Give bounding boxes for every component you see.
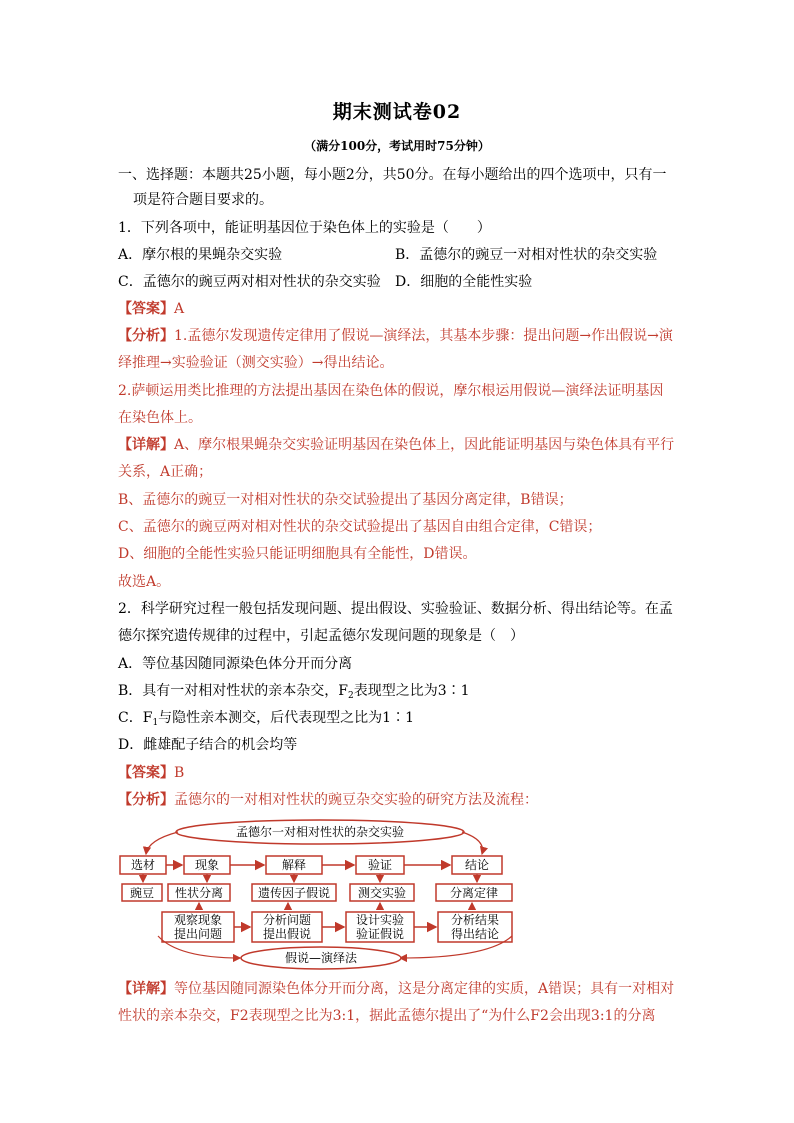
- q1-conclusion: 故选A。: [118, 574, 171, 590]
- row1-label-4: 结论: [464, 858, 490, 872]
- detail-text: A、摩尔根果蝇杂交实验证明基因在染色体上，因此能证明基因与染色体具有平行: [174, 437, 675, 453]
- q1-detail-1b: 关系，A正确；: [118, 464, 213, 480]
- q2-option-b-text-2: 表现型之比为3∶1: [353, 683, 470, 699]
- top-ellipse-label: 孟德尔一对相对性状的杂交实验: [235, 825, 405, 839]
- analysis-tag: 【分析】: [118, 792, 174, 808]
- flow-diagram: [118, 818, 518, 970]
- q1-detail-1a: [118, 436, 674, 454]
- q2-option-c-text: C．F: [118, 710, 153, 726]
- subscript: 2: [348, 691, 354, 701]
- q2-option-c: [118, 709, 414, 732]
- q1-analysis-2b: 在染色体上。: [118, 410, 202, 426]
- q1-detail-4: D、细胞的全能性实验只能证明细胞具有全能性，D错误。: [118, 546, 477, 562]
- q2-detail-1: [118, 980, 674, 998]
- row1-label-3: 验证: [367, 858, 393, 872]
- q1-option-c: C．孟德尔的豌豆两对相对性状的杂交实验: [118, 274, 381, 290]
- q2-option-b-text: B．具有一对相对性状的亲本杂交，F: [118, 683, 349, 699]
- q2-option-a: A．等位基因随同源染色体分开而分离: [118, 656, 353, 672]
- analysis-text: 孟德尔的一对相对性状的豌豆杂交实验的研究方法及流程：: [174, 792, 538, 808]
- analysis-text: 1.孟德尔发现遗传定律用了假说—演绎法，其基本步骤：提出问题→作出假说→演: [174, 328, 673, 344]
- q1-option-d: D．细胞的全能性实验: [395, 274, 533, 290]
- subscript: 1: [152, 718, 159, 728]
- row2-label-3: 测交实验: [357, 886, 407, 900]
- q2-detail-2: 性状的亲本杂交，F2表现型之比为3:1，据此孟德尔提出了“为什么F2会出现3:1的分离: [118, 1008, 656, 1024]
- row2-label-2: 遗传因子假说: [257, 886, 331, 900]
- row3b-label-1: 提出假说: [262, 927, 312, 941]
- row2-label-1: 性状分离: [174, 886, 224, 900]
- detail-text: 等位基因随同源染色体分开而分离，这是分离定律的实质，A错误；具有一对相对: [174, 981, 675, 997]
- answer-value: A: [174, 301, 185, 317]
- answer-value: B: [174, 765, 185, 781]
- detail-tag: 【详解】: [118, 981, 174, 997]
- row3a-label-1: 分析问题: [262, 913, 312, 927]
- q2-option-d: D．雌雄配子结合的机会均等: [118, 737, 298, 753]
- page-title: 期末测试卷02: [332, 101, 462, 123]
- section-heading-line2: 项是符合题目要求的。: [133, 192, 273, 208]
- bottom-ellipse-label: 假说—演绎法: [284, 951, 358, 965]
- row3a-label-2: 设计实验: [355, 913, 405, 927]
- row1-label-0: 选材: [130, 858, 156, 872]
- answer-tag: 【答案】: [118, 765, 174, 781]
- q2-stem-2: 德尔探究遗传规律的过程中，引起孟德尔发现问题的现象是（ ）: [118, 628, 524, 644]
- section-heading-line1: 一、选择题：本题共25小题，每小题2分，共50分。在每小题给出的四个选项中，只有一: [118, 167, 667, 183]
- q2-option-c-text-2: 与隐性亲本测交，后代表现型之比为1∶1: [158, 710, 414, 726]
- detail-tag: 【详解】: [118, 437, 174, 453]
- q2-analysis: [118, 791, 538, 809]
- row1-label-2: 解释: [281, 858, 307, 872]
- row3a-label-0: 观察现象: [173, 913, 223, 927]
- row3b-label-3: 得出结论: [450, 927, 500, 941]
- row3a-label-3: 分析结果: [450, 913, 500, 927]
- analysis-tag: 【分析】: [118, 328, 174, 344]
- q1-option-b: B．孟德尔的豌豆一对相对性状的杂交实验: [395, 247, 658, 263]
- row3b-label-2: 验证假说: [355, 927, 405, 941]
- q1-answer: [118, 300, 184, 318]
- row1-label-1: 现象: [194, 858, 220, 872]
- q1-detail-3: C、孟德尔的豌豆两对相对性状的杂交试验提出了基因自由组合定律，C错误；: [118, 519, 602, 535]
- answer-tag: 【答案】: [118, 301, 174, 317]
- q1-analysis-1a: [118, 327, 673, 345]
- page-subtitle: （满分100分，考试用时75分钟）: [304, 139, 490, 153]
- q2-stem-1: 2．科学研究过程一般包括发现问题、提出假设、实验验证、数据分析、得出结论等。在孟: [118, 601, 673, 617]
- q2-option-b: [118, 682, 470, 705]
- q1-stem: 1．下列各项中，能证明基因位于染色体上的实验是（ ）: [118, 220, 491, 236]
- q2-answer: [118, 764, 184, 782]
- row2-label-0: 豌豆: [129, 886, 155, 900]
- q1-detail-2: B、孟德尔的豌豆一对相对性状的杂交试验提出了基因分离定律，B错误；: [118, 492, 573, 508]
- q1-analysis-1b: 绎推理→实验验证（测交实验）→得出结论。: [118, 355, 394, 371]
- row3b-label-0: 提出问题: [173, 927, 223, 941]
- row2-label-4: 分离定律: [449, 886, 499, 900]
- q1-option-a: A．摩尔根的果蝇杂交实验: [118, 247, 283, 263]
- q1-analysis-2a: 2.萨顿运用类比推理的方法提出基因在染色体的假说，摩尔根运用假说—演绎法证明基因: [118, 383, 664, 399]
